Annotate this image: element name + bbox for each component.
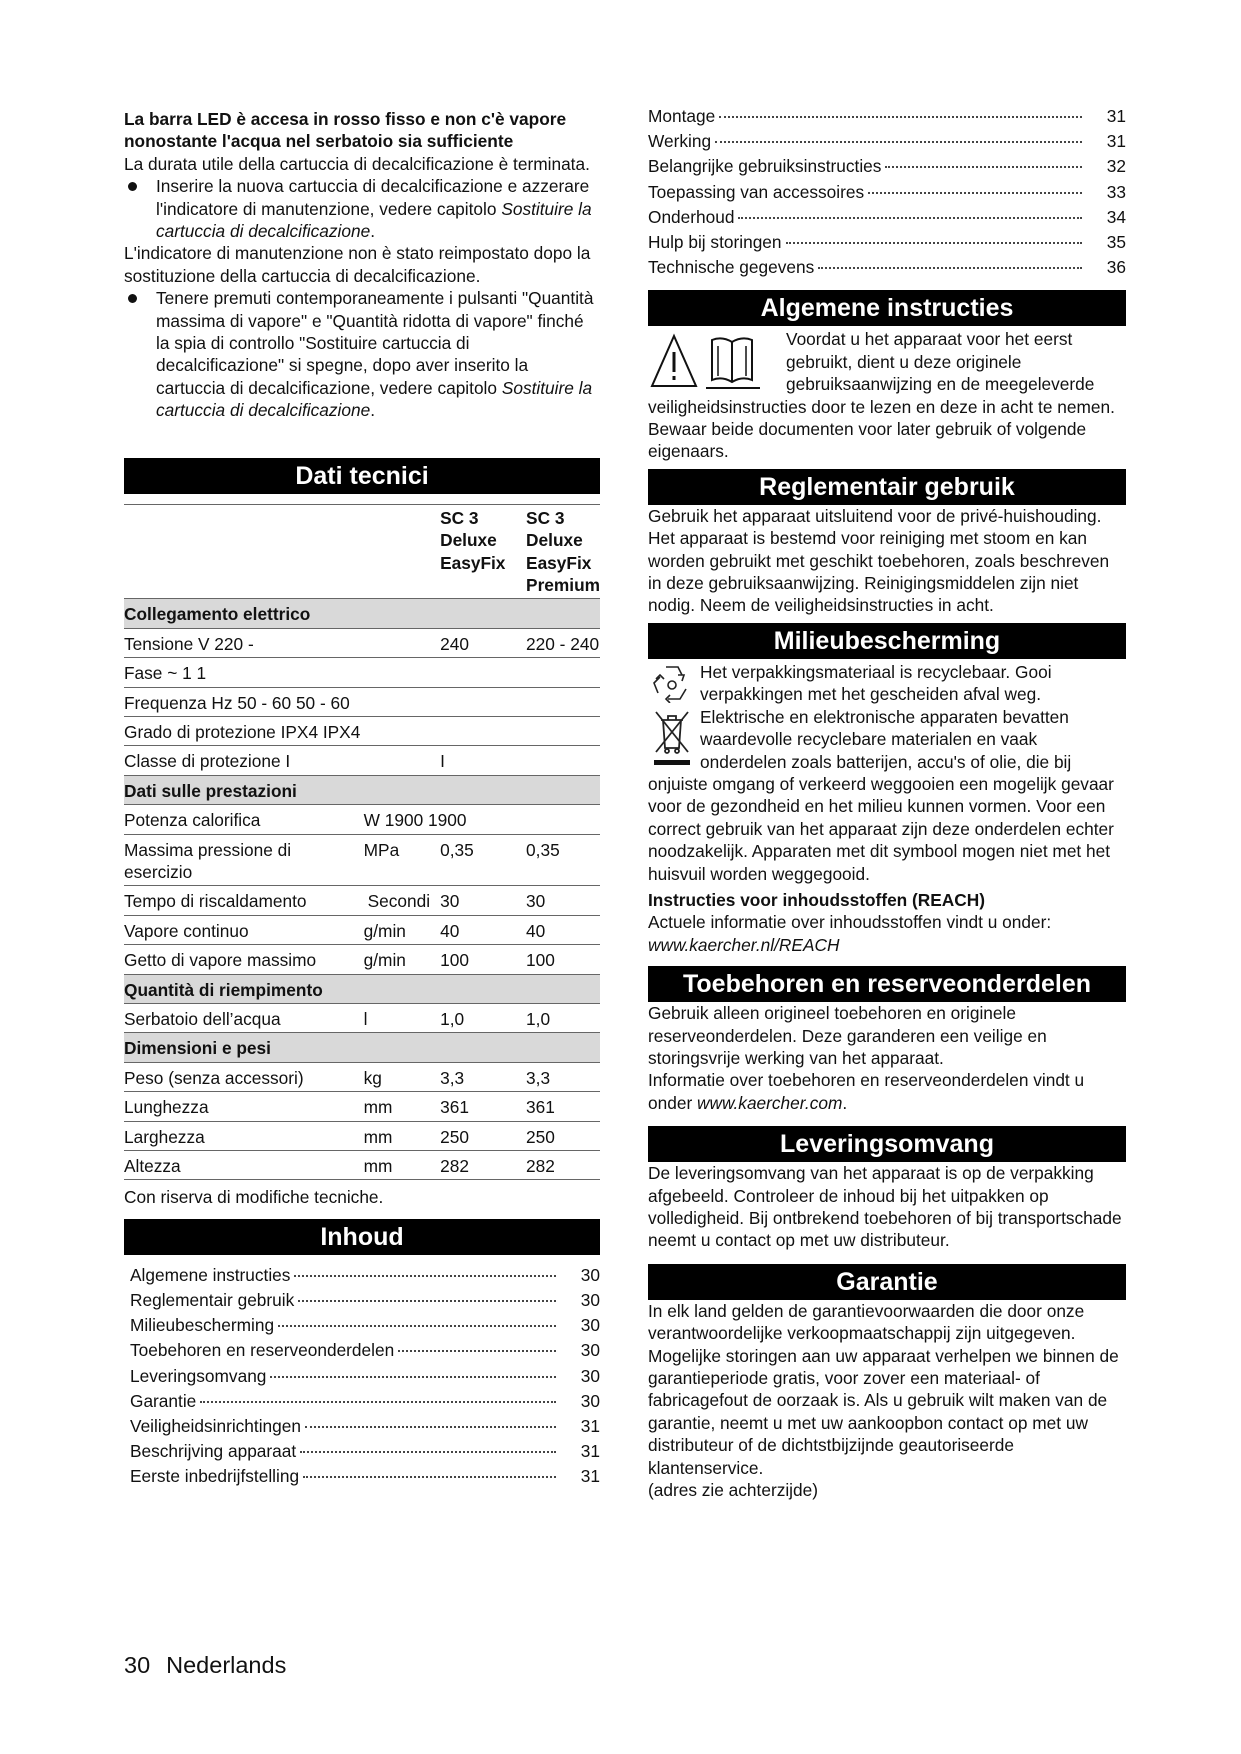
page-number: 30 bbox=[124, 1652, 151, 1678]
garantie-title: Garantie bbox=[648, 1264, 1126, 1300]
table-row: Serbatoio dell’acqua l 1,0 1,0 bbox=[124, 1004, 600, 1033]
section-performance: Dati sulle prestazioni bbox=[124, 775, 600, 804]
milieu-para-2: Elektrische en elektronische apparaten bevatten waardevolle recyclebare materialen en vaak onderdelen zoals batterijen, accu's of olie, die bij onjuiste omgang of verkeerd weggooien een mogelijk gevaar voor de gezondheid en het milieu kunnen vormen. Voor een correct gebruik van het apparaat zijn deze onderdelen echter noodzakelijk. Apparaten met dit symbool mogen niet met het huisvuil worden weggegooid. bbox=[648, 706, 1114, 884]
toc-item[interactable]: Leveringsomvang 30 bbox=[130, 1365, 600, 1386]
table-row: Larghezza mm 250 250 bbox=[124, 1121, 600, 1150]
bullet-1-text: Inserire la nuova cartuccia di decalcificazione e azzerare l'indicatore di manutenzione, vedere capitolo bbox=[156, 176, 590, 219]
milieu-para-1: Het verpakkingsmateriaal is recyclebaar. Gooi verpakkingen met het gescheiden afval weg. bbox=[700, 661, 1052, 705]
toebehoren-para-2-text: Informatie over toebehoren en reserveonderdelen vindt u onder bbox=[648, 1070, 1085, 1113]
toc-left bbox=[124, 1263, 600, 1490]
reach-para: Actuele informatie over inhoudsstoffen vindt u onder: bbox=[648, 912, 1052, 933]
table-row: Lunghezza mm 361 361 bbox=[124, 1092, 600, 1121]
toebehoren-para-2: Informatie over toebehoren en reserveonderdelen vindt u onder www.kaercher.com. bbox=[648, 1070, 1085, 1113]
recycle-icon bbox=[652, 663, 692, 703]
bullet-dot bbox=[128, 182, 137, 191]
algemene-para-2: Bewaar beide documenten voor later gebruik of volgende eigenaars. bbox=[648, 419, 1087, 462]
table-row: Getto di vapore massimo g/min 100 100 bbox=[124, 945, 600, 974]
kaercher-url[interactable]: www.kaercher.com bbox=[697, 1092, 843, 1113]
toc-item[interactable]: Hulp bij storingen 35 bbox=[648, 232, 1126, 253]
toebehoren-para-1: Gebruik alleen origineel toebehoren en originele reserveonderdelen. Deze garanderen een veilige en storingsvrije werking van het apparaat. bbox=[648, 1003, 1047, 1068]
reach-heading: Instructies voor inhoudsstoffen (REACH) bbox=[648, 889, 985, 910]
levering-para: De leveringsomvang van het apparaat is op de verpakking afgebeeld. Controleer de inhoud bij het uitpakken op volledigheid. Bij ontbrekend toebehoren of bij transportschade neemt u contact op met uw distributeur. bbox=[648, 1163, 1122, 1251]
model-1: SC 3 Deluxe EasyFix bbox=[440, 504, 526, 599]
toebehoren-title: Toebehoren en reserveonderdelen bbox=[648, 966, 1126, 1002]
reserve-note: Con riserva di modifiche tecniche. bbox=[124, 1187, 384, 1208]
section-fill: Quantità di riempimento bbox=[124, 974, 600, 1003]
tension-v2: 220 - 240 bbox=[526, 628, 600, 657]
table-row: Massima pressione di esercizio MPa 0,35 0,35 bbox=[124, 834, 600, 886]
toc-item[interactable]: Toebehoren en reserveonderdelen 30 bbox=[130, 1340, 600, 1361]
table-row: Altezza mm 282 282 bbox=[124, 1151, 600, 1180]
toc-item[interactable]: Algemene instructies 30 bbox=[130, 1264, 600, 1285]
left-column bbox=[124, 108, 600, 1490]
warning-manual-icon bbox=[648, 330, 778, 392]
tension-label: Tensione V 220 - bbox=[124, 628, 440, 657]
class-label: Classe di protezione I bbox=[124, 746, 440, 775]
table-row: Tempo di riscaldamento Secondi 30 30 bbox=[124, 886, 600, 915]
trouble-bullet-2: Tenere premuti contemporaneamente i pulsanti "Quantità massima di vapore" e "Quantità ridotta di vapore" finché la spia di controllo "Sostituire cartuccia di decalcificazione" si spegne, dopo aver inserito la cartuccia di decalcificazione, vedere capitolo Sostituire la cartuccia di decalcificazione. bbox=[124, 287, 600, 421]
page-footer bbox=[124, 1652, 302, 1679]
spec-header-row bbox=[124, 504, 600, 599]
freq-row: Frequenza Hz 50 - 60 50 - 60 bbox=[124, 687, 600, 716]
reach-url[interactable]: www.kaercher.nl/REACH bbox=[648, 934, 840, 955]
toc-item[interactable]: Veiligheidsinrichtingen 31 bbox=[130, 1416, 600, 1437]
trouble-para-2: L'indicatore di manutenzione non è stato reimpostato dopo la sostituzione della cartuccia di decalcificazione. bbox=[124, 243, 591, 286]
toc-right bbox=[648, 104, 1126, 280]
reglementair-title: Reglementair gebruik bbox=[648, 469, 1126, 505]
trouble-bullet-1: Inserire la nuova cartuccia di decalcificazione e azzerare l'indicatore di manutenzione, vedere capitolo Sostituire la cartuccia di decalcificazione. bbox=[124, 175, 600, 242]
bullet-dot bbox=[128, 294, 137, 303]
reglementair-para: Gebruik het apparaat uitsluitend voor de privé-huishouding. Het apparaat is bestemd voor reiniging met stoom en kan worden gebruikt met geschikt toebehoren, zoals beschreven in deze gebruiksaanwijzing. Reinigingsmiddelen zijn niet nodig. Neem de veiligheidsinstructies in acht. bbox=[648, 505, 1110, 616]
toc-item[interactable]: Onderhoud 34 bbox=[648, 206, 1126, 227]
crossed-bin-icon bbox=[652, 708, 692, 766]
milieu-title: Milieubescherming bbox=[648, 623, 1126, 659]
algemene-title: Algemene instructies bbox=[648, 290, 1126, 326]
power-label: Potenza calorifica bbox=[124, 805, 364, 834]
ip-row: Grado di protezione IPX4 IPX4 bbox=[124, 716, 600, 745]
toc-item[interactable]: Montage 31 bbox=[648, 106, 1126, 126]
section-electric: Collegamento elettrico bbox=[124, 599, 600, 628]
garantie-address: (adres zie achterzijde) bbox=[648, 1480, 819, 1501]
algemene-para-1: Voordat u het apparaat voor het eerst gebruikt, dient u deze originele gebruiksaanwijzing en de meegeleverde veiligheidsinstructies door te lezen en deze in acht te nemen. bbox=[648, 329, 1115, 417]
trouble-heading: La barra LED è accesa in rosso fisso e non c'è vapore nonostante l'acqua nel serbatoio sia sufficiente bbox=[124, 109, 567, 152]
toc-item[interactable]: Milieubescherming 30 bbox=[130, 1315, 600, 1336]
phase-row: Fase ~ 1 1 bbox=[124, 658, 600, 687]
bullet-2-text: Tenere premuti contemporaneamente i pulsanti "Quantità massima di vapore" e "Quantità ridotta di vapore" finché la spia di controllo "Sostituire cartuccia di decalcificazione" si spegne, dopo aver inserito la cartuccia di decalcificazione, vedere capitolo bbox=[156, 288, 594, 398]
toc-item[interactable]: Reglementair gebruik 30 bbox=[130, 1290, 600, 1311]
bullet-2-ref: Sostituire la cartuccia di decalcificazione bbox=[156, 377, 593, 421]
toc-item[interactable]: Toepassing van accessoires 33 bbox=[648, 181, 1126, 202]
levering-title: Leveringsomvang bbox=[648, 1126, 1126, 1162]
inhoud-title: Inhoud bbox=[124, 1219, 600, 1255]
dati-tecnici-title: Dati tecnici bbox=[124, 458, 600, 494]
page-language: Nederlands bbox=[166, 1652, 287, 1678]
toc-item[interactable]: Technische gegevens 36 bbox=[648, 257, 1126, 278]
toc-item[interactable]: Beschrijving apparaat 31 bbox=[130, 1441, 600, 1462]
class-v: I bbox=[440, 746, 600, 775]
power-value: W 1900 1900 bbox=[364, 805, 600, 834]
bullet-1-ref: Sostituire la cartuccia di decalcificazione bbox=[156, 198, 592, 242]
garantie-para: In elk land gelden de garantievoorwaarden die door onze verantwoordelijke verkoopmaatschappij zijn uitgegeven. Mogelijke storingen aan uw apparaat verhelpen we binnen de garantieperiode gratis, voor zover een materiaal- of fabricagefout de oorzaak is. Als u gebruik wilt maken van de garantie, neemt u met uw aankoopbon contact op met uw distributeur of de dichtstbijzijnde geautoriseerde klantenservice. bbox=[648, 1300, 1119, 1478]
trouble-para-1: La durata utile della cartuccia di decalcificazione è terminata. bbox=[124, 153, 590, 174]
table-row: Peso (senza accessori) kg 3,3 3,3 bbox=[124, 1062, 600, 1091]
tension-v1: 240 bbox=[440, 628, 526, 657]
toc-item[interactable]: Belangrijke gebruiksinstructies 32 bbox=[648, 156, 1126, 177]
right-column bbox=[648, 108, 1126, 1501]
toc-item[interactable]: Werking 31 bbox=[648, 131, 1126, 152]
table-row: Vapore continuo g/min 40 40 bbox=[124, 915, 600, 944]
section-dimensions: Dimensioni e pesi bbox=[124, 1033, 600, 1062]
spec-table bbox=[124, 504, 600, 1181]
toc-item[interactable]: Eerste inbedrijfstelling 31 bbox=[130, 1466, 600, 1487]
toc-item[interactable]: Garantie 30 bbox=[130, 1390, 600, 1411]
model-2: SC 3 Deluxe EasyFix Premium bbox=[526, 504, 600, 599]
